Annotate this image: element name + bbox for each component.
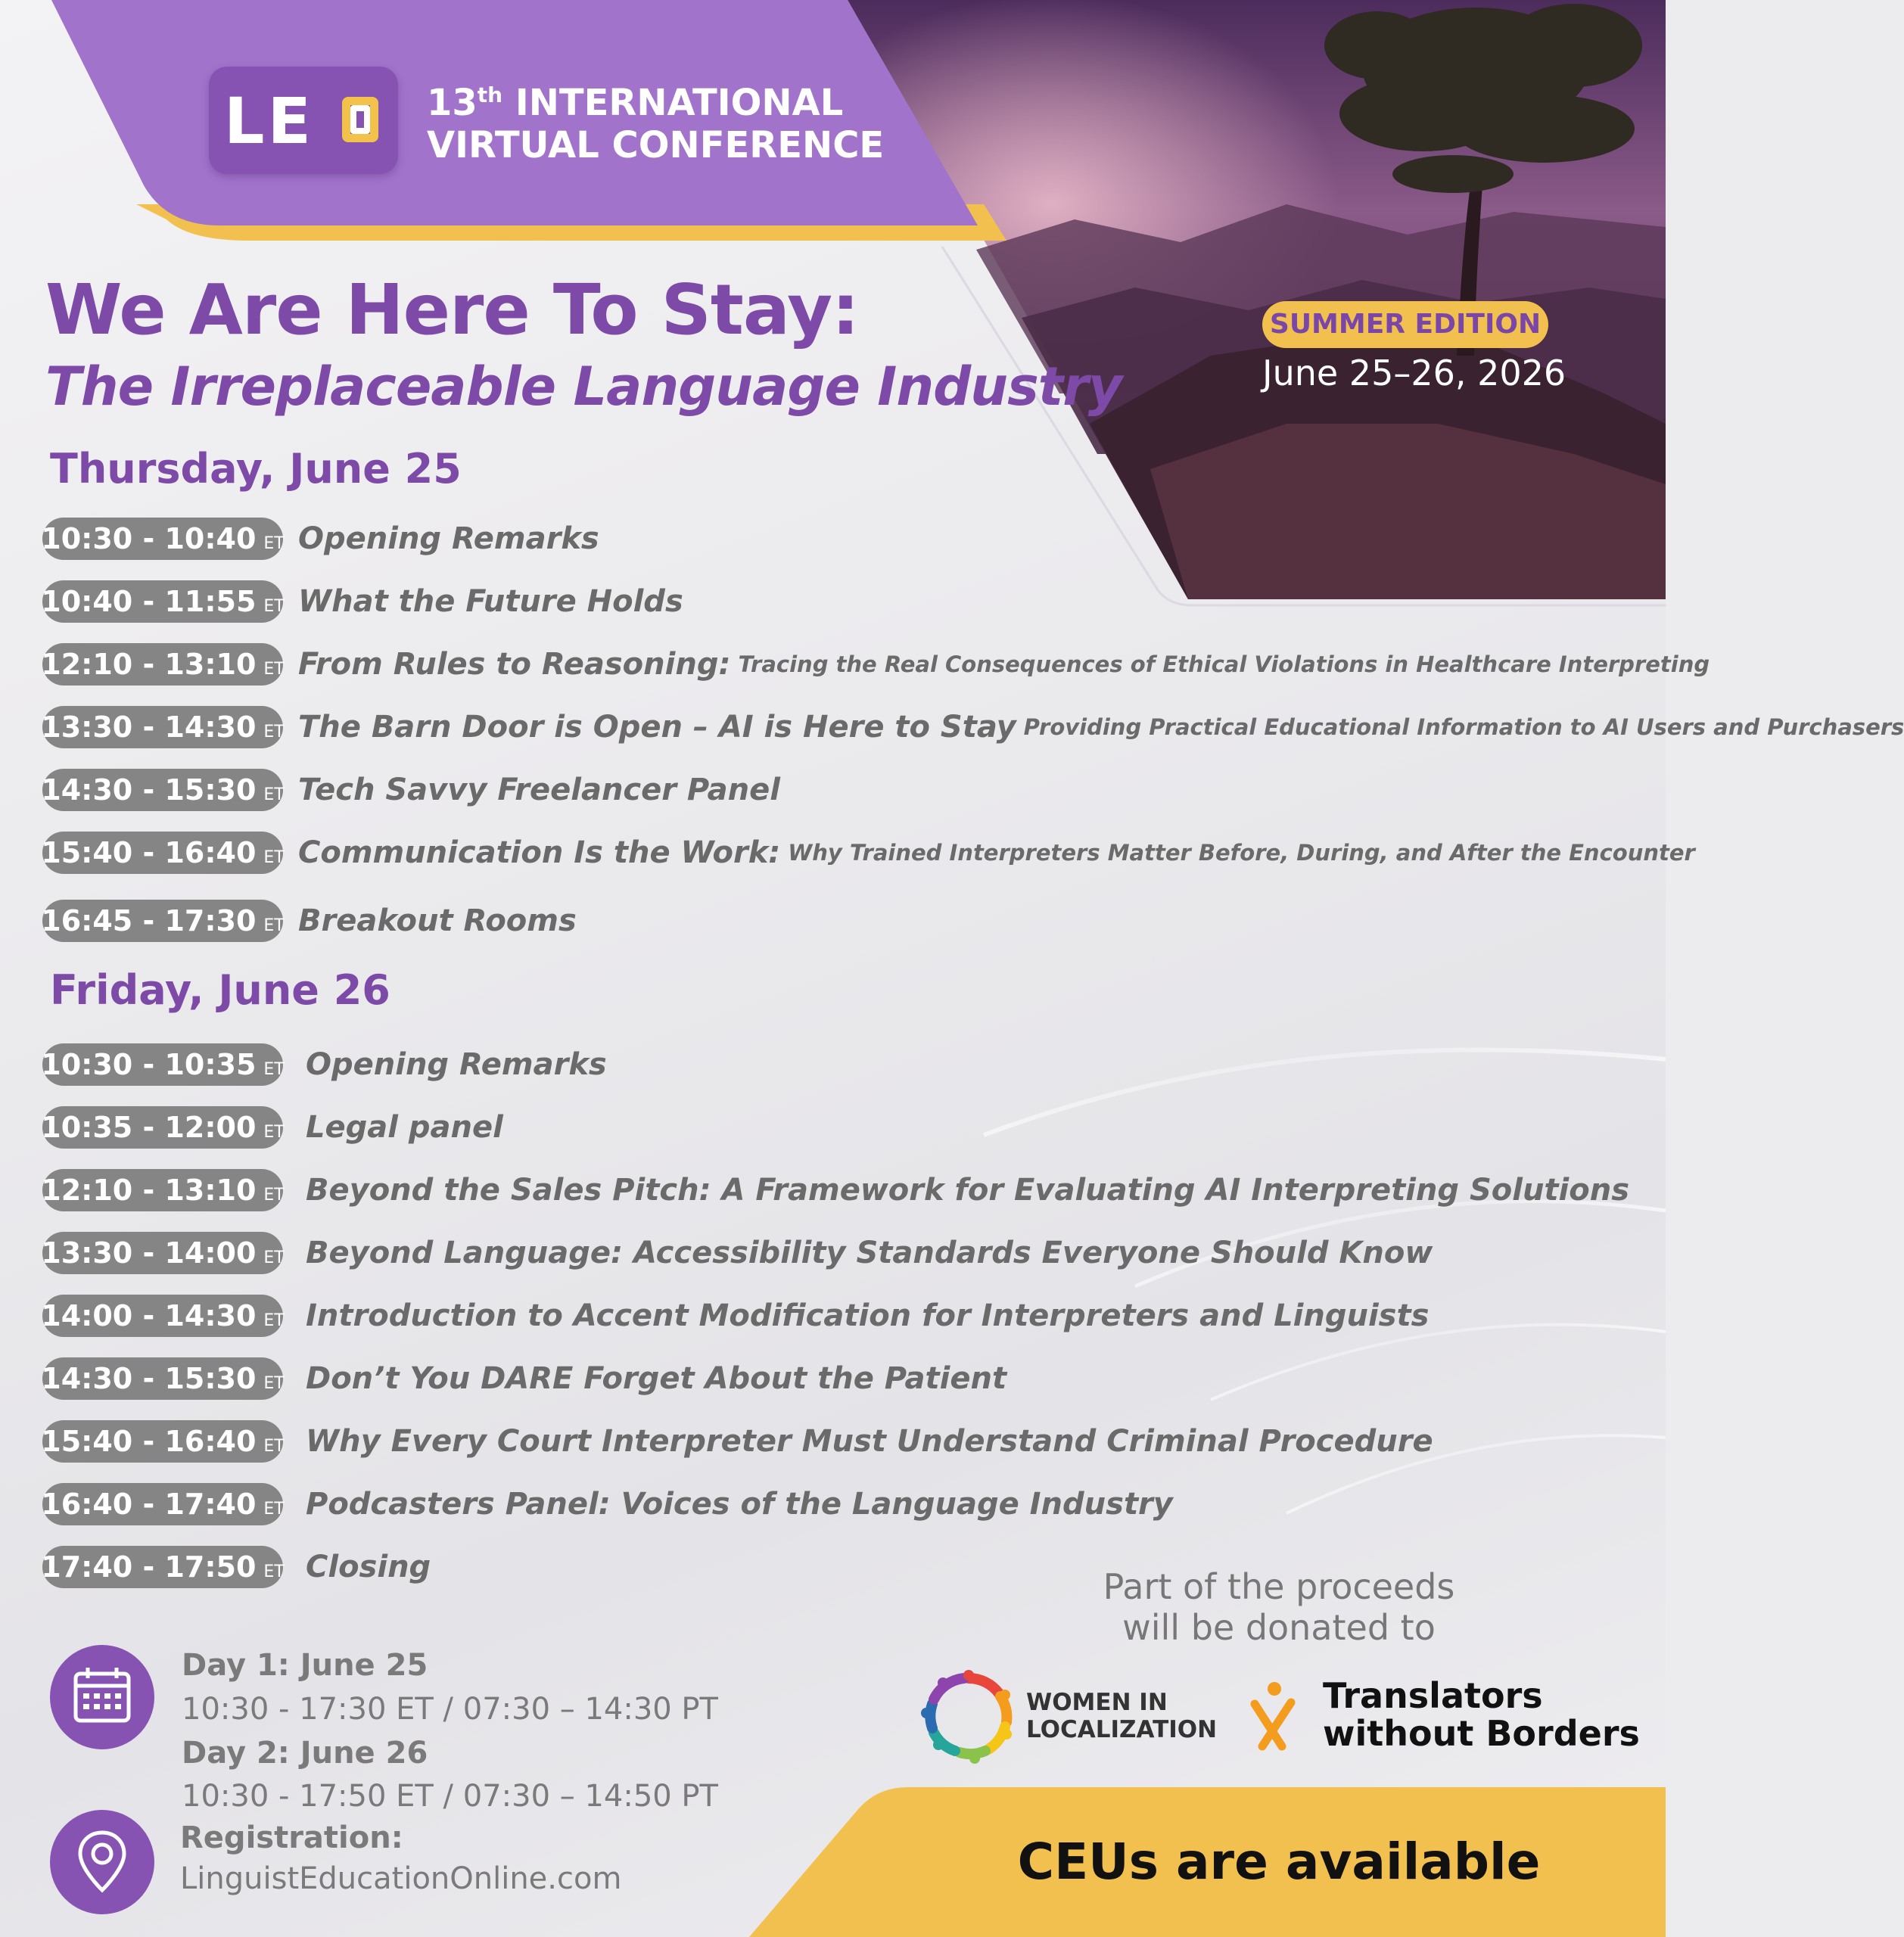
donation-text: Part of the proceeds will be donated to <box>1103 1566 1455 1648</box>
session-title: Opening Remarks <box>306 1047 607 1082</box>
session-title: The Barn Door is Open – AI is Here to Stay <box>298 710 1016 745</box>
time-pill: 17:40 - 17:50 ET <box>42 1546 283 1588</box>
session-title: Don’t You DARE Forget About the Patient <box>306 1361 1007 1396</box>
ceu-banner-text: CEUs are available <box>1017 1833 1541 1891</box>
schedule-row <box>42 1357 1006 1401</box>
schedule-row <box>42 517 599 561</box>
session-title: Beyond the Sales Pitch: A Framework for Evaluating AI Interpreting Solutions <box>306 1173 1630 1208</box>
translators-without-borders-name: Translators without Borders <box>1323 1675 1640 1754</box>
schedule-row <box>42 831 1695 875</box>
time-pill: 12:10 - 13:10 ET <box>42 1169 283 1211</box>
schedule-row <box>42 1105 503 1149</box>
schedule-row <box>42 1419 1433 1463</box>
session-title: Communication Is the Work: <box>298 835 781 870</box>
conference-title-line2: VIRTUAL CONFERENCE <box>427 124 885 166</box>
page-subtitle: The Irreplaceable Language Industry <box>45 356 1122 418</box>
time-pill: 12:10 - 13:10 ET <box>42 643 283 686</box>
summer-edition-badge: SUMMER EDITION <box>1262 301 1548 348</box>
edition-dates: June 25–26, 2026 <box>1262 353 1566 393</box>
session-description: Providing Practical Educational Information to AI Users and Purchasers <box>1023 714 1904 740</box>
session-title: Closing <box>306 1550 431 1584</box>
schedule-row <box>42 899 577 943</box>
schedule-row <box>42 642 1710 686</box>
time-pill: 13:30 - 14:00 ET <box>42 1232 283 1274</box>
session-title: Beyond Language: Accessibility Standards Everyone Should Know <box>306 1236 1433 1270</box>
schedule-row <box>42 1168 1629 1212</box>
location-pin-icon <box>50 1810 154 1914</box>
schedule-row <box>42 1482 1173 1526</box>
translators-without-borders-logo-icon <box>1252 1681 1300 1749</box>
time-pill: 16:40 - 17:40 ET <box>42 1483 283 1525</box>
schedule-row <box>42 768 780 812</box>
schedule-row <box>42 1231 1433 1275</box>
schedule-row <box>42 1043 607 1087</box>
session-title: Opening Remarks <box>298 521 599 556</box>
time-pill: 14:00 - 14:30 ET <box>42 1295 283 1337</box>
women-in-localization-logo-icon <box>922 1669 1016 1763</box>
time-pill: 10:30 - 10:40 ET <box>42 518 283 560</box>
time-pill: 10:30 - 10:35 ET <box>42 1043 283 1086</box>
day2-label: Day 2: June 26 <box>182 1736 428 1771</box>
session-title: Why Every Court Interpreter Must Understand Criminal Procedure <box>306 1424 1433 1459</box>
day2-times: 10:30 - 17:50 ET / 07:30 – 14:50 PT <box>182 1779 718 1814</box>
logo-text: LE <box>224 84 314 158</box>
session-title: Legal panel <box>306 1110 503 1145</box>
leo-logo <box>209 67 398 174</box>
time-pill: 10:35 - 12:00 ET <box>42 1106 283 1149</box>
page-title: We Are Here To Stay: <box>45 269 859 350</box>
day-heading-friday: Friday, June 26 <box>50 966 390 1014</box>
day-heading-thursday: Thursday, June 25 <box>50 445 462 493</box>
time-pill: 14:30 - 15:30 ET <box>42 769 283 811</box>
day1-times: 10:30 - 17:30 ET / 07:30 – 14:30 PT <box>182 1692 718 1727</box>
time-pill: 15:40 - 16:40 ET <box>42 1420 283 1463</box>
time-pill: 16:45 - 17:30 ET <box>42 900 283 942</box>
schedule-row <box>42 1294 1429 1338</box>
session-description: Why Trained Interpreters Matter Before, During, and After the Encounter <box>788 840 1695 866</box>
session-title: Podcasters Panel: Voices of the Language Industry <box>306 1487 1173 1522</box>
registration-url[interactable]: LinguistEducationOnline.com <box>180 1861 622 1896</box>
time-pill: 10:40 - 11:55 ET <box>42 580 283 623</box>
women-in-localization-name: WOMEN IN LOCALIZATION <box>1026 1689 1218 1743</box>
session-description: Tracing the Real Consequences of Ethical Violations in Healthcare Interpreting <box>738 651 1710 677</box>
calendar-icon <box>50 1645 154 1749</box>
session-title: Tech Savvy Freelancer Panel <box>298 773 780 807</box>
logo-o-mark <box>342 97 378 142</box>
session-title: Breakout Rooms <box>298 903 577 938</box>
time-pill: 15:40 - 16:40 ET <box>42 832 283 874</box>
session-title: Introduction to Accent Modification for Interpreters and Linguists <box>306 1298 1430 1333</box>
schedule-row <box>42 580 683 623</box>
time-pill: 14:30 - 15:30 ET <box>42 1357 283 1400</box>
registration-label: Registration: <box>180 1820 403 1855</box>
schedule-row <box>42 1545 431 1589</box>
session-title: From Rules to Reasoning: <box>298 647 731 682</box>
schedule-row <box>42 705 1904 749</box>
conference-title-line1: 13th INTERNATIONAL <box>427 82 844 124</box>
session-title: What the Future Holds <box>298 584 683 619</box>
time-pill: 13:30 - 14:30 ET <box>42 706 283 748</box>
day1-label: Day 1: June 25 <box>182 1648 428 1683</box>
